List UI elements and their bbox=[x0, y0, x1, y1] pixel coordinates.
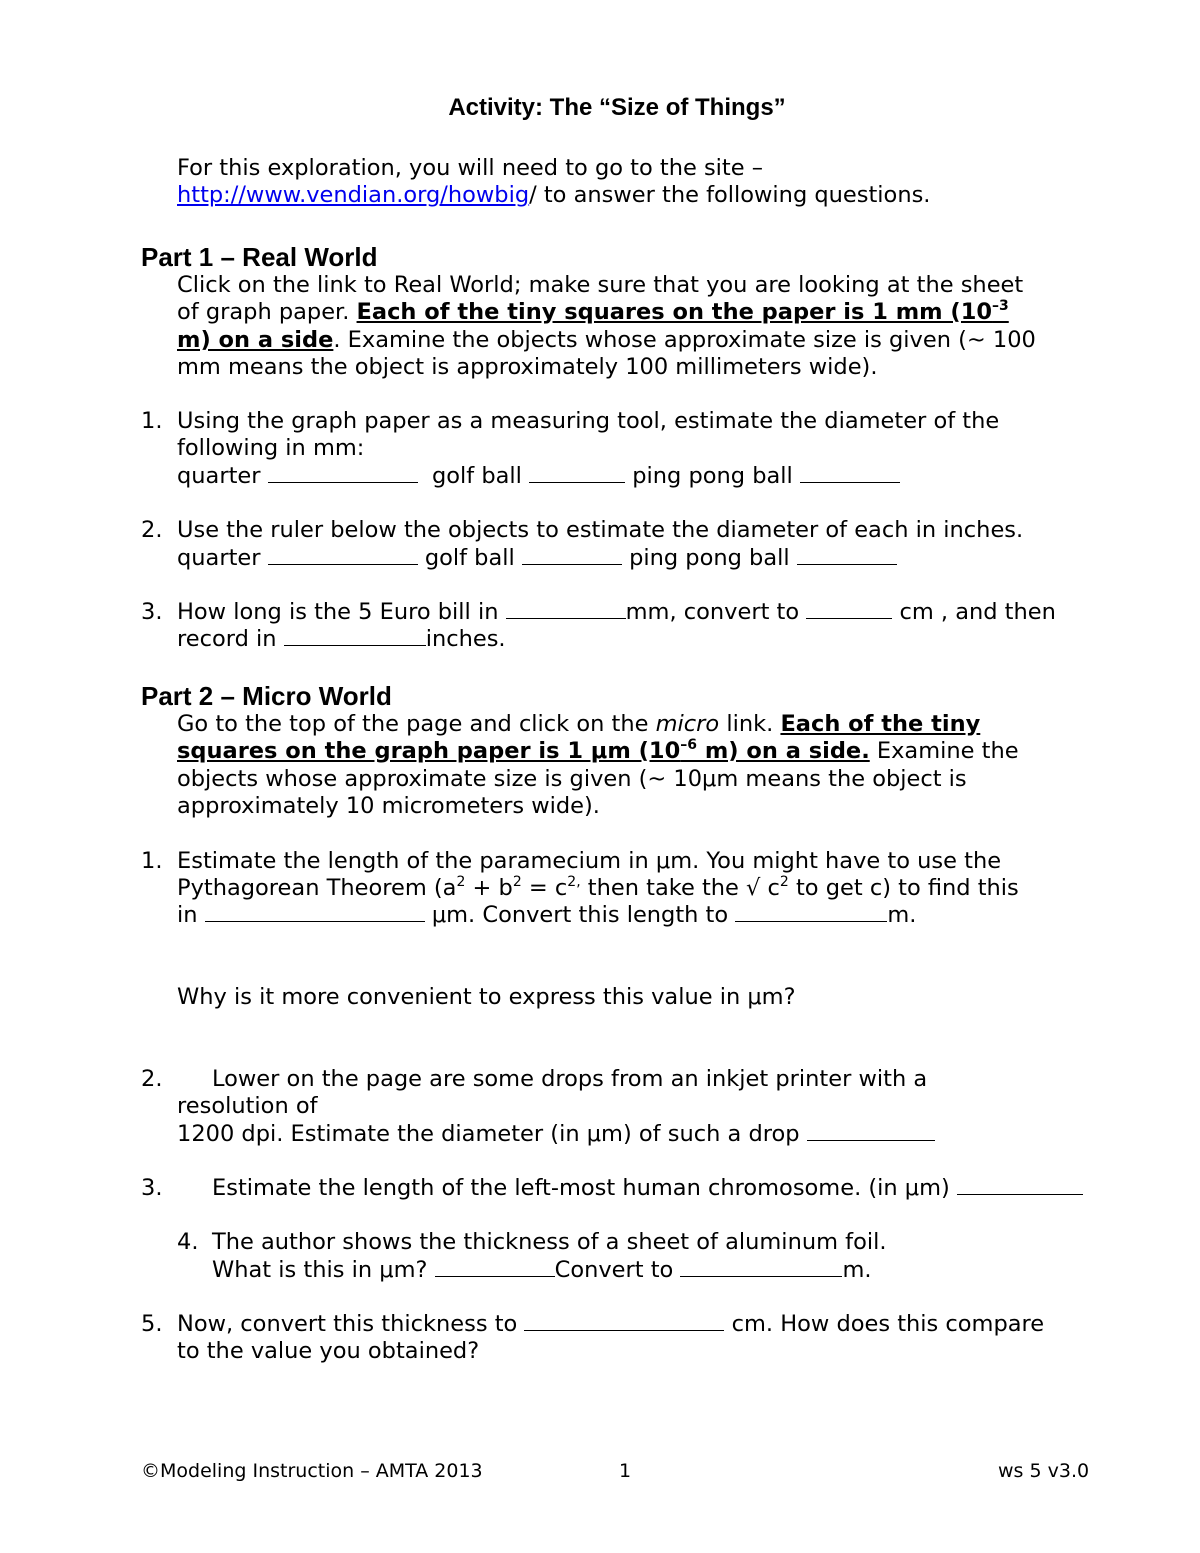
p2-q5-text-a: Now, convert this thickness to bbox=[177, 1311, 525, 1337]
p2-q3-text: Estimate the length of the left-most human chromosome. (in μm) bbox=[212, 1175, 957, 1201]
ping-pong-mm-blank[interactable] bbox=[800, 464, 900, 483]
part1-para-line-2 bbox=[177, 299, 1009, 327]
p1-q3-line-2 bbox=[177, 626, 506, 654]
p2-q5-line-1 bbox=[177, 1311, 1044, 1339]
paramecium-um-blank[interactable] bbox=[205, 903, 425, 922]
quarter-label: quarter bbox=[177, 545, 261, 571]
part2-p2-bold-a: squares on the graph paper is 1 μm (10 bbox=[177, 738, 681, 764]
part2-para-line-3: objects whose approximate size is given (~ 10μm means the object is bbox=[177, 766, 967, 792]
part2-p1-text: Go to the top of the page and click on the bbox=[177, 711, 656, 737]
intro-line-1: For this exploration, you will need to go to the site – bbox=[177, 155, 763, 181]
p2-q1-why: Why is it more convenient to express this value in μm? bbox=[177, 984, 796, 1010]
p1-q1-line-2: following in mm: bbox=[177, 435, 365, 461]
footer-page-number: 1 bbox=[619, 1460, 632, 1482]
p1-q1-line-1: Using the graph paper as a measuring tool, estimate the diameter of the bbox=[177, 408, 1000, 434]
euro-inch-blank[interactable] bbox=[284, 627, 426, 646]
part2-p2-bold-b: m) on a side. bbox=[697, 738, 870, 764]
p2-q1-text-c: m. bbox=[887, 902, 917, 928]
p1-q2-line-1: Use the ruler below the objects to estimate the diameter of each in inches. bbox=[177, 517, 1024, 543]
foil-cm-blank[interactable] bbox=[524, 1312, 724, 1331]
part1-p2-bold: Each of the tiny squares on the paper is 1 mm (10 bbox=[356, 299, 993, 325]
p2-q5-number: 5. bbox=[141, 1311, 163, 1337]
p2-q5-line-2: to the value you obtained? bbox=[177, 1338, 480, 1364]
pyth-text-b: + b bbox=[465, 875, 513, 901]
p2-q1-line-1: Estimate the length of the paramecium in μm. You might have to use the bbox=[177, 848, 1002, 874]
quarter-label: quarter bbox=[177, 463, 261, 489]
p2-q4-text-c: m. bbox=[842, 1257, 872, 1283]
p2-q2-number: 2. bbox=[141, 1066, 163, 1092]
quarter-inch-blank[interactable] bbox=[268, 546, 418, 565]
golf-ball-label: golf ball bbox=[431, 463, 522, 489]
part1-para-line-3 bbox=[177, 327, 1036, 355]
p1-q3-text-e: inches. bbox=[425, 626, 506, 652]
p2-q3-number: 3. bbox=[141, 1175, 163, 1201]
pyth-text-d: then take the √ c bbox=[580, 875, 780, 901]
p1-q3-text-d: record in bbox=[177, 626, 284, 652]
p1-q1-answers bbox=[177, 463, 900, 491]
p2-q2-line-2: resolution of bbox=[177, 1093, 318, 1119]
p2-q1-line-2 bbox=[177, 875, 1019, 903]
pyth-text-e: to get c) to find this bbox=[788, 875, 1019, 901]
foil-um-blank[interactable] bbox=[435, 1258, 555, 1277]
euro-mm-blank[interactable] bbox=[506, 600, 626, 619]
part1-para-line-4: mm means the object is approximately 100 millimeters wide). bbox=[177, 354, 878, 380]
ping-pong-label: ping pong ball bbox=[629, 545, 790, 571]
footer-version: ws 5 v3.0 bbox=[998, 1460, 1090, 1482]
footer-copyright: ©Modeling Instruction – AMTA 2013 bbox=[141, 1460, 483, 1482]
part1-p2-emphasis bbox=[357, 299, 1009, 325]
p2-q2-line-1: Lower on the page are some drops from an inkjet printer with a bbox=[212, 1066, 928, 1092]
part2-para-line-4: approximately 10 micrometers wide). bbox=[177, 793, 600, 819]
inkjet-drop-blank[interactable] bbox=[807, 1122, 935, 1141]
foil-m-blank[interactable] bbox=[680, 1258, 842, 1277]
paramecium-m-blank[interactable] bbox=[735, 903, 887, 922]
euro-cm-blank[interactable] bbox=[806, 600, 892, 619]
ping-pong-label: ping pong ball bbox=[632, 463, 793, 489]
p2-q4-text-a: What is this in μm? bbox=[212, 1257, 435, 1283]
p1-q3-text-b: mm, convert to bbox=[625, 599, 807, 625]
p1-q3-text-c: cm , and then bbox=[892, 599, 1056, 625]
p2-q2-line-3 bbox=[177, 1121, 935, 1149]
pyth-sup-c: 2, bbox=[567, 874, 581, 890]
part2-p1-text-b: link. bbox=[719, 711, 781, 737]
golf-ball-label: golf ball bbox=[424, 545, 515, 571]
howbig-link[interactable]: http://www.vendian.org/howbig bbox=[177, 182, 530, 208]
golf-ball-inch-blank[interactable] bbox=[522, 546, 622, 565]
p2-q5-text-b: cm. How does this compare bbox=[724, 1311, 1045, 1337]
part1-p2-text: of graph paper. bbox=[177, 299, 357, 325]
intro-line-2-rest: / to answer the following questions. bbox=[529, 182, 931, 208]
part2-p2-text: Examine the bbox=[869, 738, 1019, 764]
p2-q3-line-1 bbox=[212, 1175, 1083, 1203]
p1-q3-text-a: How long is the 5 Euro bill in bbox=[177, 599, 506, 625]
p2-q4-line-2 bbox=[212, 1257, 872, 1285]
golf-ball-mm-blank[interactable] bbox=[529, 464, 625, 483]
part2-p2-sup: –6 bbox=[680, 737, 697, 753]
pyth-sup-d: 2 bbox=[779, 874, 789, 890]
part1-para-line-1: Click on the link to Real World; make sure that you are looking at the sheet bbox=[177, 272, 1024, 298]
part1-p3-bold: m) on a side bbox=[177, 327, 334, 353]
page-title: Activity: The “Size of Things” bbox=[448, 94, 786, 121]
p2-q1-text-b: μm. Convert this length to bbox=[424, 902, 736, 928]
p2-q4-line-1: The author shows the thickness of a sheet of aluminum foil. bbox=[212, 1229, 887, 1255]
p2-q4-number: 4. bbox=[177, 1229, 199, 1255]
chromosome-blank[interactable] bbox=[957, 1176, 1083, 1195]
p1-q3-line-1 bbox=[177, 599, 1056, 627]
p1-q2-number: 2. bbox=[141, 517, 163, 543]
quarter-mm-blank[interactable] bbox=[268, 464, 418, 483]
part2-p1-bold: Each of the tiny bbox=[780, 711, 981, 737]
p2-q1-text-a: in bbox=[177, 902, 205, 928]
part1-heading: Part 1 – Real World bbox=[141, 242, 378, 272]
micro-word: micro bbox=[655, 711, 720, 737]
part1-p2-sup: –3 bbox=[992, 298, 1009, 314]
p1-q2-answers bbox=[177, 545, 897, 573]
p1-q3-number: 3. bbox=[141, 599, 163, 625]
pyth-sup-a: 2 bbox=[456, 874, 466, 890]
p1-q1-number: 1. bbox=[141, 408, 163, 434]
part2-heading: Part 2 – Micro World bbox=[141, 681, 392, 711]
p2-q1-number: 1. bbox=[141, 848, 163, 874]
pyth-text-c: = c bbox=[521, 875, 568, 901]
part2-para-line-2 bbox=[177, 738, 1019, 766]
intro-line-2 bbox=[177, 182, 930, 210]
p2-q2-text: 1200 dpi. Estimate the diameter (in μm) of such a drop bbox=[177, 1121, 807, 1147]
p2-q1-line-3 bbox=[177, 902, 916, 930]
pyth-sup-b: 2 bbox=[512, 874, 522, 890]
p2-q4-text-b: Convert to bbox=[554, 1257, 681, 1283]
pyth-text-a: Pythagorean Theorem (a bbox=[177, 875, 457, 901]
part2-para-line-1 bbox=[177, 711, 980, 739]
part2-p2-emphasis bbox=[177, 738, 870, 764]
part1-p3-text: . Examine the objects whose approximate size is given (~ 100 bbox=[333, 327, 1036, 353]
ping-pong-inch-blank[interactable] bbox=[797, 546, 897, 565]
